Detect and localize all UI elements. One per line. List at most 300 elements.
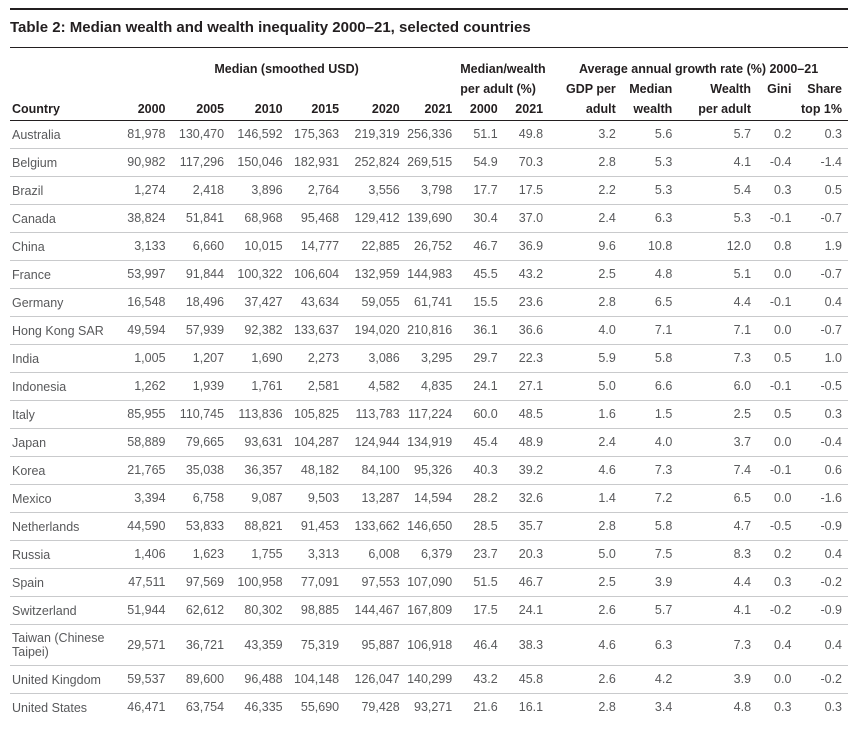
cell-median-2020: 3,086 <box>345 345 406 373</box>
cell-growth-median-wealth: 5.8 <box>622 345 679 373</box>
table-row <box>10 121 848 149</box>
cell-median-2015: 2,581 <box>289 373 346 401</box>
table-row <box>10 149 848 177</box>
cell-median-2010: 9,087 <box>230 485 289 513</box>
cell-mw-2000: 46.7 <box>458 233 503 261</box>
cell-mw-2021: 39.2 <box>504 457 549 485</box>
cell-median-2021: 134,919 <box>406 429 459 457</box>
cell-growth-median-wealth: 6.3 <box>622 205 679 233</box>
cell-growth-wealth-per-adult: 4.7 <box>678 513 757 541</box>
col-header-median-2000: 2000 <box>115 100 172 121</box>
cell-median-2010: 92,382 <box>230 317 289 345</box>
cell-median-2021: 140,299 <box>406 666 459 694</box>
cell-mw-2021: 35.7 <box>504 513 549 541</box>
cell-median-2020: 252,824 <box>345 149 406 177</box>
cell-median-2020: 144,467 <box>345 597 406 625</box>
cell-growth-median-wealth: 5.3 <box>622 177 679 205</box>
cell-growth-share-top1: 0.4 <box>797 625 848 666</box>
cell-growth-gini: 0.0 <box>757 261 797 289</box>
col-header-gdp-per-adult-bottom: adult <box>549 100 622 121</box>
cell-growth-share-top1: 0.3 <box>797 121 848 149</box>
cell-growth-wealth-per-adult: 7.3 <box>678 625 757 666</box>
cell-median-2021: 61,741 <box>406 289 459 317</box>
cell-median-2021: 4,835 <box>406 373 459 401</box>
cell-median-2020: 124,944 <box>345 429 406 457</box>
cell-median-2005: 57,939 <box>172 317 231 345</box>
cell-median-2015: 98,885 <box>289 597 346 625</box>
cell-median-2000: 29,571 <box>115 625 172 666</box>
cell-mw-2000: 15.5 <box>458 289 503 317</box>
cell-growth-gdp-per-adult: 2.5 <box>549 261 622 289</box>
table-row <box>10 317 848 345</box>
cell-growth-gini: 0.5 <box>757 401 797 429</box>
cell-median-2005: 130,470 <box>172 121 231 149</box>
cell-median-2010: 1,690 <box>230 345 289 373</box>
cell-mw-2000: 51.5 <box>458 569 503 597</box>
cell-country: United Kingdom <box>10 666 115 694</box>
cell-growth-gdp-per-adult: 2.8 <box>598 700 616 714</box>
cell-median-2010: 96,488 <box>230 666 289 694</box>
cell-median-2000: 21,765 <box>115 457 172 485</box>
cell-mw-2000: 40.3 <box>458 457 503 485</box>
cell-median-2005: 91,844 <box>172 261 231 289</box>
cell-growth-share-top1: -1.4 <box>797 149 848 177</box>
cell-median-2015: 95,468 <box>289 205 346 233</box>
cell-growth-median-wealth: 5.7 <box>622 597 679 625</box>
table-row <box>10 289 848 317</box>
col-header-median-2021: 2021 <box>406 100 459 121</box>
cell-growth-wealth-per-adult: 4.8 <box>733 700 752 714</box>
table-title-bar <box>10 8 848 48</box>
cell-growth-median-wealth: 5.8 <box>622 513 679 541</box>
cell-growth-median-wealth: 1.5 <box>622 401 679 429</box>
cell-country: Mexico <box>10 485 115 513</box>
cell-growth-gini: -0.1 <box>757 457 797 485</box>
cell-mw-2000: 21.6 <box>473 700 498 714</box>
cell-growth-gini: 0.0 <box>757 666 797 694</box>
table-header <box>10 48 848 121</box>
cell-median-2010: 1,761 <box>230 373 289 401</box>
cell-median-2010: 146,592 <box>230 121 289 149</box>
cell-growth-share-top1: 0.3 <box>797 401 848 429</box>
cell-growth-gdp-per-adult: 4.6 <box>549 625 622 666</box>
cell-mw-2021: 70.3 <box>504 149 549 177</box>
cell-growth-share-top1: 0.4 <box>797 541 848 569</box>
cell-median-2021: 144,983 <box>406 261 459 289</box>
cell-mw-2000: 28.5 <box>458 513 503 541</box>
cell-growth-share-top1: 0.5 <box>797 177 848 205</box>
cell-growth-wealth-per-adult: 3.9 <box>678 666 757 694</box>
cell-country: Brazil <box>10 177 115 205</box>
cell-growth-gini: 0.0 <box>757 485 797 513</box>
wealth-table <box>10 48 848 721</box>
cell-country: Germany <box>10 289 115 317</box>
cell-median-2005: 6,660 <box>172 233 231 261</box>
cell-mw-2021: 48.9 <box>504 429 549 457</box>
col-header-share-top1-bottom: top 1% <box>797 100 848 121</box>
cell-median-2015: 43,634 <box>289 289 346 317</box>
cell-median-2010: 68,968 <box>230 205 289 233</box>
cell-median-2021: 3,295 <box>406 345 459 373</box>
header-mid-row <box>10 80 848 100</box>
cell-median-2000: 46,471 <box>127 700 166 714</box>
cell-mw-2000: 17.5 <box>458 597 503 625</box>
cell-median-2021: 106,918 <box>406 625 459 666</box>
cell-median-2021: 117,224 <box>406 401 459 429</box>
cell-growth-wealth-per-adult: 4.4 <box>678 289 757 317</box>
cell-median-2010: 10,015 <box>230 233 289 261</box>
cell-median-2021: 139,690 <box>406 205 459 233</box>
cell-median-2021: 269,515 <box>406 149 459 177</box>
table-row <box>10 429 848 457</box>
cell-median-2015: 106,604 <box>289 261 346 289</box>
cell-growth-share-top1: -0.7 <box>797 317 848 345</box>
cell-median-2021: 6,379 <box>406 541 459 569</box>
cell-median-2000: 1,274 <box>115 177 172 205</box>
cell-growth-median-wealth: 6.6 <box>622 373 679 401</box>
cell-mw-2000: 36.1 <box>458 317 503 345</box>
col-header-median-2020: 2020 <box>345 100 406 121</box>
cell-median-2015: 14,777 <box>289 233 346 261</box>
cell-median-2015: 2,273 <box>289 345 346 373</box>
cell-growth-gdp-per-adult: 4.6 <box>549 457 622 485</box>
cell-mw-2021: 20.3 <box>504 541 549 569</box>
cell-growth-gdp-per-adult: 2.6 <box>549 597 622 625</box>
cell-growth-share-top1: 1.9 <box>797 233 848 261</box>
cell-median-2005: 79,665 <box>172 429 231 457</box>
cell-mw-2000: 29.7 <box>458 345 503 373</box>
cell-growth-gini: 0.3 <box>757 177 797 205</box>
cell-growth-share-top1: -0.7 <box>797 205 848 233</box>
group-header-median-wealth-line1: Median/wealth <box>460 62 546 76</box>
cell-growth-median-wealth: 7.2 <box>622 485 679 513</box>
cell-median-2020: 6,008 <box>345 541 406 569</box>
cell-growth-wealth-per-adult: 3.7 <box>678 429 757 457</box>
cell-median-2000: 1,406 <box>115 541 172 569</box>
cell-growth-gini: 0.2 <box>757 541 797 569</box>
table-row <box>10 513 848 541</box>
table-row <box>10 485 848 513</box>
cell-median-2021: 93,271 <box>414 700 453 714</box>
cell-growth-gini: 0.8 <box>757 233 797 261</box>
col-header-mw-2000: 2000 <box>458 100 503 121</box>
cell-median-2000: 16,548 <box>115 289 172 317</box>
cell-median-2021: 26,752 <box>406 233 459 261</box>
cell-country: Spain <box>10 569 115 597</box>
cell-median-2010: 80,302 <box>230 597 289 625</box>
cell-median-2010: 113,836 <box>230 401 289 429</box>
col-header-wealth-per-adult-bottom: per adult <box>678 100 757 121</box>
cell-growth-median-wealth: 6.5 <box>622 289 679 317</box>
cell-mw-2000: 23.7 <box>458 541 503 569</box>
cell-growth-gini: -0.1 <box>757 373 797 401</box>
cell-growth-gdp-per-adult: 5.0 <box>549 541 622 569</box>
cell-median-2020: 84,100 <box>345 457 406 485</box>
cell-median-2005: 36,721 <box>172 625 231 666</box>
cell-growth-median-wealth: 7.1 <box>622 317 679 345</box>
cell-median-2000: 58,889 <box>115 429 172 457</box>
col-header-wealth-per-adult-top: Wealth <box>710 82 752 96</box>
cell-mw-2021: 23.6 <box>504 289 549 317</box>
cell-growth-share-top1: -0.5 <box>797 373 848 401</box>
cell-median-2005: 63,754 <box>185 700 225 714</box>
cell-median-2015: 55,690 <box>300 700 340 714</box>
cell-growth-share-top1: 1.0 <box>797 345 848 373</box>
group-header-growth-rate: Average annual growth rate (%) 2000–21 <box>578 62 819 76</box>
cell-growth-gini: -0.1 <box>757 289 797 317</box>
cell-growth-median-wealth: 7.5 <box>622 541 679 569</box>
group-header-median-usd: Median (smoothed USD) <box>214 62 359 76</box>
cell-growth-median-wealth: 3.9 <box>622 569 679 597</box>
cell-growth-gini: 0.3 <box>774 700 792 714</box>
cell-median-2010: 36,357 <box>230 457 289 485</box>
cell-median-2020: 126,047 <box>345 666 406 694</box>
cell-growth-share-top1: -0.7 <box>797 261 848 289</box>
cell-growth-share-top1: -0.9 <box>797 597 848 625</box>
cell-median-2005: 6,758 <box>172 485 231 513</box>
cell-mw-2021: 37.0 <box>504 205 549 233</box>
cell-mw-2000: 46.4 <box>458 625 503 666</box>
col-header-median-wealth-bottom: wealth <box>622 100 679 121</box>
cell-median-2010: 88,821 <box>230 513 289 541</box>
cell-median-2015: 182,931 <box>289 149 346 177</box>
cell-country: Japan <box>10 429 115 457</box>
cell-country: Switzerland <box>10 597 115 625</box>
table-row <box>10 569 848 597</box>
cell-median-2021: 146,650 <box>406 513 459 541</box>
cell-growth-median-wealth: 6.3 <box>622 625 679 666</box>
cell-growth-median-wealth: 4.8 <box>622 261 679 289</box>
cell-median-2015: 75,319 <box>289 625 346 666</box>
cell-median-2010: 46,335 <box>244 700 283 714</box>
cell-growth-share-top1: 0.6 <box>797 457 848 485</box>
cell-country: Canada <box>10 205 115 233</box>
table-row <box>10 666 848 694</box>
cell-median-2020: 129,412 <box>345 205 406 233</box>
col-header-median-wealth-top: Median <box>629 82 673 96</box>
table-row <box>10 625 848 666</box>
cell-growth-gini: 0.3 <box>757 569 797 597</box>
cell-mw-2000: 60.0 <box>458 401 503 429</box>
cell-mw-2000: 51.1 <box>458 121 503 149</box>
cell-median-2005: 2,418 <box>172 177 231 205</box>
cell-median-2000: 81,978 <box>115 121 172 149</box>
cell-median-2015: 48,182 <box>289 457 346 485</box>
cell-median-2015: 3,313 <box>289 541 346 569</box>
cell-growth-wealth-per-adult: 5.4 <box>678 177 757 205</box>
cell-median-2005: 1,939 <box>172 373 231 401</box>
cell-median-2000: 49,594 <box>115 317 172 345</box>
cell-median-2005: 51,841 <box>172 205 231 233</box>
cell-median-2020: 59,055 <box>345 289 406 317</box>
cell-median-2015: 133,637 <box>289 317 346 345</box>
cell-median-2005: 62,612 <box>172 597 231 625</box>
cell-median-2005: 89,600 <box>172 666 231 694</box>
cell-growth-wealth-per-adult: 5.3 <box>678 205 757 233</box>
col-header-median-2015: 2015 <box>289 100 346 121</box>
cell-median-2021: 167,809 <box>406 597 459 625</box>
cell-growth-median-wealth: 5.3 <box>622 149 679 177</box>
cell-growth-wealth-per-adult: 6.0 <box>678 373 757 401</box>
cell-country: Korea <box>10 457 115 485</box>
cell-growth-gdp-per-adult: 5.0 <box>549 373 622 401</box>
cell-growth-gini: 0.5 <box>757 345 797 373</box>
cell-median-2020: 97,553 <box>345 569 406 597</box>
cell-median-2015: 91,453 <box>289 513 346 541</box>
cell-median-2021: 14,594 <box>406 485 459 513</box>
cell-country: Netherlands <box>10 513 115 541</box>
cell-mw-2021: 45.8 <box>504 666 549 694</box>
cell-country: Belgium <box>10 149 115 177</box>
cell-mw-2021: 32.6 <box>504 485 549 513</box>
cell-median-2010: 150,046 <box>230 149 289 177</box>
table-row <box>10 597 848 625</box>
cell-mw-2021: 36.9 <box>504 233 549 261</box>
table-row <box>10 345 848 373</box>
cell-median-2010: 43,359 <box>230 625 289 666</box>
cell-median-2000: 3,133 <box>115 233 172 261</box>
col-header-gdp-per-adult-top: GDP per <box>565 82 616 96</box>
cell-growth-wealth-per-adult: 5.1 <box>678 261 757 289</box>
cell-median-2020: 194,020 <box>345 317 406 345</box>
cell-growth-gdp-per-adult: 2.4 <box>549 205 622 233</box>
cell-growth-wealth-per-adult: 8.3 <box>678 541 757 569</box>
cell-mw-2021: 17.5 <box>504 177 549 205</box>
cell-growth-gdp-per-adult: 2.4 <box>549 429 622 457</box>
cell-median-2020: 3,556 <box>345 177 406 205</box>
cell-growth-gdp-per-adult: 5.9 <box>549 345 622 373</box>
cell-median-2005: 1,623 <box>172 541 231 569</box>
table-row <box>10 177 848 205</box>
cell-median-2015: 9,503 <box>289 485 346 513</box>
cell-growth-wealth-per-adult: 4.1 <box>678 597 757 625</box>
cell-median-2010: 100,322 <box>230 261 289 289</box>
cell-growth-gdp-per-adult: 2.8 <box>549 289 622 317</box>
col-header-gini: Gini <box>767 82 792 96</box>
header-spacer <box>115 80 458 100</box>
cell-country: Australia <box>10 121 115 149</box>
cell-median-2015: 105,825 <box>289 401 346 429</box>
cell-median-2000: 3,394 <box>115 485 172 513</box>
cell-growth-share-top1: -0.9 <box>797 513 848 541</box>
col-header-country: Country <box>10 48 115 121</box>
cell-median-2021: 95,326 <box>406 457 459 485</box>
cell-growth-gdp-per-adult: 4.0 <box>549 317 622 345</box>
cell-mw-2021: 27.1 <box>504 373 549 401</box>
document-page <box>10 8 848 721</box>
cell-growth-share-top1: -0.2 <box>797 569 848 597</box>
cell-country: China <box>10 233 115 261</box>
cell-growth-wealth-per-adult: 12.0 <box>678 233 757 261</box>
cell-median-2021: 210,816 <box>406 317 459 345</box>
cell-growth-gini: -0.2 <box>757 597 797 625</box>
cell-median-2021: 107,090 <box>406 569 459 597</box>
cell-median-2000: 38,824 <box>115 205 172 233</box>
cell-growth-gini: -0.1 <box>757 205 797 233</box>
cell-country: Russia <box>10 541 115 569</box>
table-row <box>10 233 848 261</box>
cell-median-2010: 93,631 <box>230 429 289 457</box>
cell-mw-2021: 49.8 <box>504 121 549 149</box>
group-header-median-wealth-line2: per adult (%) <box>460 82 536 96</box>
col-header-median-2010: 2010 <box>230 100 289 121</box>
cell-country: India <box>10 345 115 373</box>
table-row <box>10 401 848 429</box>
table-body <box>10 121 848 722</box>
cell-growth-gini: 0.4 <box>757 625 797 666</box>
cell-median-2015: 104,148 <box>289 666 346 694</box>
table-row <box>10 541 848 569</box>
cell-growth-gdp-per-adult: 2.6 <box>549 666 622 694</box>
cell-growth-wealth-per-adult: 4.1 <box>678 149 757 177</box>
cell-median-2000: 51,944 <box>115 597 172 625</box>
col-header-share-top1-top: Share <box>807 82 842 96</box>
cell-median-2000: 90,982 <box>115 149 172 177</box>
cell-mw-2000: 30.4 <box>458 205 503 233</box>
cell-growth-gini: 0.0 <box>757 317 797 345</box>
cell-growth-gdp-per-adult: 2.5 <box>549 569 622 597</box>
cell-median-2000: 59,537 <box>115 666 172 694</box>
cell-median-2020: 113,783 <box>345 401 406 429</box>
cell-median-2010: 1,755 <box>230 541 289 569</box>
cell-median-2015: 2,764 <box>289 177 346 205</box>
cell-growth-gdp-per-adult: 2.2 <box>549 177 622 205</box>
header-year-row <box>10 100 848 121</box>
cell-country: United States <box>12 700 88 715</box>
table-row <box>10 694 848 722</box>
cell-median-2000: 47,511 <box>115 569 172 597</box>
cell-mw-2000: 17.7 <box>458 177 503 205</box>
cell-median-2005: 53,833 <box>172 513 231 541</box>
table-title: Table 2: Median wealth and wealth inequality 2000–21, selected countries <box>10 19 531 36</box>
cell-median-2015: 77,091 <box>289 569 346 597</box>
cell-mw-2021: 24.1 <box>504 597 549 625</box>
cell-mw-2021: 22.3 <box>504 345 549 373</box>
cell-median-2000: 1,262 <box>115 373 172 401</box>
cell-growth-share-top1: -0.4 <box>797 429 848 457</box>
cell-growth-median-wealth: 5.6 <box>622 121 679 149</box>
cell-mw-2021: 43.2 <box>504 261 549 289</box>
cell-growth-gini: -0.5 <box>757 513 797 541</box>
cell-growth-wealth-per-adult: 4.4 <box>678 569 757 597</box>
cell-median-2000: 85,955 <box>115 401 172 429</box>
cell-median-2010: 37,427 <box>230 289 289 317</box>
cell-country: Taiwan (Chinese Taipei) <box>10 625 115 666</box>
cell-median-2000: 53,997 <box>115 261 172 289</box>
cell-mw-2021: 36.6 <box>504 317 549 345</box>
cell-growth-gini: 0.2 <box>757 121 797 149</box>
cell-median-2005: 97,569 <box>172 569 231 597</box>
table-row <box>10 373 848 401</box>
cell-median-2020: 79,428 <box>361 700 400 714</box>
cell-mw-2000: 45.5 <box>458 261 503 289</box>
cell-growth-gdp-per-adult: 1.6 <box>549 401 622 429</box>
col-header-median-2005: 2005 <box>172 100 231 121</box>
cell-country: Italy <box>10 401 115 429</box>
cell-mw-2000: 45.4 <box>458 429 503 457</box>
cell-mw-2021: 38.3 <box>504 625 549 666</box>
cell-median-2010: 3,896 <box>230 177 289 205</box>
col-header-mw-2021: 2021 <box>504 100 549 121</box>
cell-median-2020: 133,662 <box>345 513 406 541</box>
cell-growth-median-wealth: 4.2 <box>622 666 679 694</box>
cell-growth-wealth-per-adult: 5.7 <box>678 121 757 149</box>
cell-median-2005: 35,038 <box>172 457 231 485</box>
header-group-row <box>10 48 848 80</box>
cell-median-2000: 1,005 <box>115 345 172 373</box>
cell-growth-wealth-per-adult: 6.5 <box>678 485 757 513</box>
cell-mw-2000: 43.2 <box>458 666 503 694</box>
